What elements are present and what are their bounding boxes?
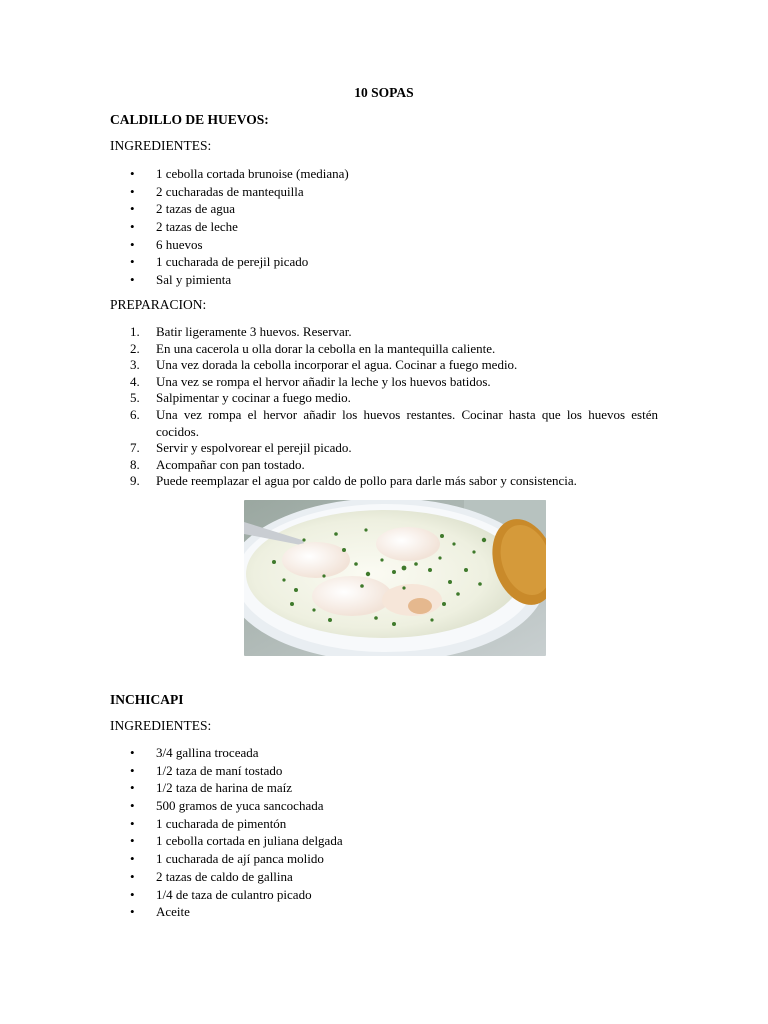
step-item [110,341,658,358]
ingredients-label-inchicapi: INGREDIENTES: [110,718,212,733]
step-item [110,407,658,440]
step-number: 6. [130,406,140,422]
ingredient-item: • 2 tazas de agua [110,200,349,218]
ingredient-item: • 3/4 gallina troceada [110,744,343,762]
ingredient-item: • Sal y pimienta [110,271,349,289]
ingredient-item: • 500 gramos de yuca sancochada [110,797,343,815]
step-text: En una cacerola u olla dorar la cebolla en la mantequilla caliente. [156,340,496,356]
recipe-title-caldillo: CALDILLO DE HUEVOS: [110,112,269,127]
ingredients-list-inchicapi [110,744,343,921]
soup-bowl-photo [244,500,546,656]
step-text: Batir ligeramente 3 huevos. Reservar. [156,324,352,339]
step-number: 9. [130,473,140,489]
step-number: 8. [130,456,140,472]
ingredients-label-caldillo: INGREDIENTES: [110,138,212,153]
ingredient-item: • 1 cucharada de ají panca molido [110,850,343,868]
recipe-title-inchicapi: INCHICAPI [110,692,184,707]
step-text: Acompañar con pan tostado. [156,456,305,472]
step-item [110,473,658,490]
ingredient-item: • 2 tazas de caldo de gallina [110,868,343,886]
step-number: 1. [130,324,140,339]
ingredient-item: • 1/2 taza de harina de maíz [110,779,343,797]
step-item [110,440,658,457]
step-text: Una vez rompa el hervor añadir los huevos restantes. Cocinar hasta que los huevos estén cocidos. [156,406,658,439]
preparation-steps [110,324,658,490]
document-title: 10 SOPAS [354,85,414,100]
step-item [110,390,658,407]
step-item [110,457,658,474]
step-text: Salpimentar y cocinar a fuego medio. [156,390,351,406]
step-text: Una vez dorada la cebolla incorporar el agua. Cocinar a fuego medio. [156,357,518,373]
ingredient-item: • 1 cucharada de pimentón [110,815,343,833]
ingredient-item: • Aceite [110,903,343,921]
ingredient-item: • 2 tazas de leche [110,218,349,236]
ingredients-list-caldillo [110,165,349,289]
ingredient-item: • 1 cucharada de perejil picado [110,253,349,271]
step-number: 5. [130,390,140,406]
step-number: 4. [130,373,140,389]
step-number: 3. [130,357,140,373]
step-item [110,374,658,391]
step-text: Una vez se rompa el hervor añadir la leche y los huevos batidos. [156,373,491,389]
ingredient-item: • 6 huevos [110,236,349,254]
step-item [110,357,658,374]
ingredient-item: • 1/4 de taza de culantro picado [110,886,343,904]
step-number: 2. [130,340,140,356]
ingredient-item: • 2 cucharadas de mantequilla [110,183,349,201]
soup-bowl-illustration [244,500,546,656]
ingredient-item: • 1/2 taza de maní tostado [110,762,343,780]
step-text: Servir y espolvorear el perejil picado. [156,440,352,456]
step-text: Puede reemplazar el agua por caldo de pollo para darle más sabor y consistencia. [156,473,577,489]
step-number: 7. [130,440,140,456]
step-item [110,324,658,341]
ingredient-item: • 1 cebolla cortada en juliana delgada [110,832,343,850]
preparation-label: PREPARACION: [110,297,207,312]
ingredient-item: • 1 cebolla cortada brunoise (mediana) [110,165,349,183]
